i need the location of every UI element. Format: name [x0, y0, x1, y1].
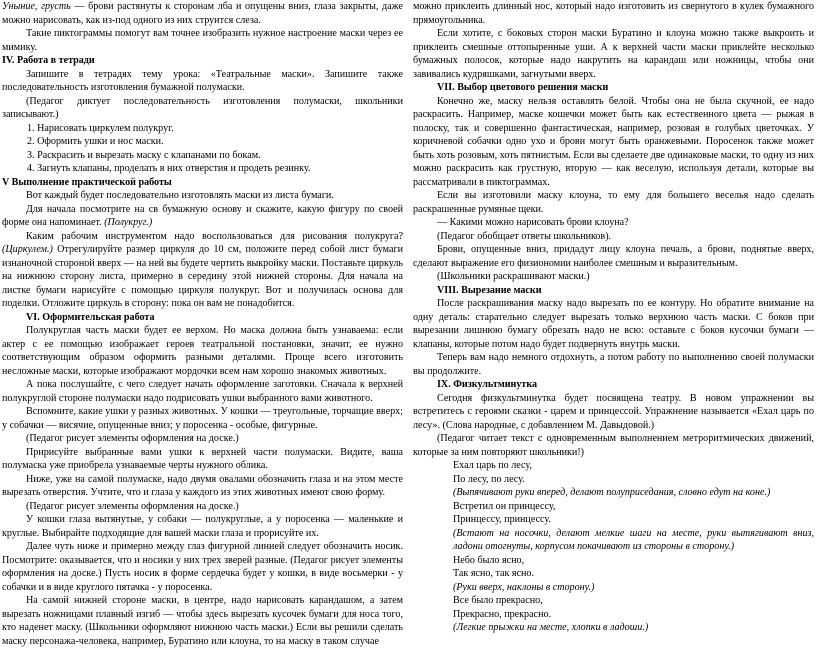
paragraph: (Педагог читает текст с одновременным выполнением метроритмических движений, которые за ним повторяют школьники!)	[413, 433, 814, 458]
left-column	[2, 0, 403, 648]
poem-line: Все было прекрасно,	[453, 595, 543, 606]
paragraph: Вспомните, какие ушки у разных животных. У кошки — треугольные, торчащие вверх; у собачки — висячие, опущенные вниз; у поросенка - особые, фигурные.	[2, 406, 403, 431]
paragraph: Если хотите, с боковых сторон маски Буратино и клоуна можно также выкроить и приклеить смешные оттопыренные уши. А к верхней части маски приклейте несколько бумажных полосок, которые надо накрутить на карандаш или ножницы, чтобы они завивались кудряшками, загнутыми вверх.	[413, 28, 814, 80]
list-item: 2. Оформить ушки и нос маски.	[27, 136, 164, 147]
paragraph: — Какими можно нарисовать брови клоуна?	[437, 217, 629, 228]
list-item: 4. Загнуть клапаны, проделать в них отверстия и продеть резинку.	[27, 163, 311, 174]
paragraph: Сегодня физкультминутка будет посвящена театру. В новом упражнении вы встретитесь с героями сказки - царем и принцессой. Упражнение называется «Ехал царь по лесу». (Слова народные, с добавлением М. Давыдовой.)	[413, 392, 814, 431]
section-heading: VII. Выбор цветового решения маски	[437, 82, 609, 93]
stage-direction: (Руки вверх, наклоны в сторону.)	[453, 581, 595, 593]
section-heading: IV. Работа в тетради	[2, 55, 95, 66]
paragraph: Если вы изготовили маску клоуна, то ему для большего веселья надо сделать раскрашенные румяные щеки.	[413, 190, 814, 215]
section-heading: V Выполнение практической работы	[2, 176, 172, 188]
paragraph: (Педагог рисует элементы оформления на доске.)	[26, 500, 239, 512]
section-heading: VIII. Вырезание маски	[437, 284, 542, 296]
paragraph: Такие пиктограммы помогут вам точнее изобразить нужное настроение маски через ее мимику.	[2, 28, 403, 53]
paragraph: можно приклеить длинный нос, который надо изготовить из свернутого в кулек бумажного прямоугольника.	[413, 1, 814, 26]
stage-direction: (Встают на носочки, делают мелкие шаги на месте, руки вытягивают вниз, ладони отогнуты, корпусом покачивают из стороны в сторону.)	[453, 527, 814, 552]
paragraph: Теперь вам надо немного отдохнуть, а потом работу по выполнению своей полумаски вы продолжите.	[413, 352, 814, 377]
paragraph: (Педагог обобщает ответы школьников).	[437, 230, 612, 242]
paragraph: Брови, опущенные вниз, придадут лицу клоуна печаль, а брови, поднятые вверх, сделают выражение его физиономии наиболее смешным и выразительным.	[413, 244, 814, 269]
paragraph: Каким рабочим инструментом надо воспользоваться для рисования полукруга? (Циркулем.) Отрегулируйте размер циркуля до 10 см, положите перед собой лист бумаги изнаночной стороной вверх — на ней вы будете чертить выкройку маски. Поставьте циркуль на нижнюю сторону листа, примерно в середину этой нижней стороны. Для начала на листке бумаги нарисуйте с помощью циркуля полукруг. Вот и получилась основа для поделки. Отложите циркуль в сторону: пока он вам не понадобится.	[2, 230, 403, 309]
paragraph: (Педагог рисует элементы оформления на доске.)	[26, 433, 239, 444]
poem-line: Небо было ясно,	[453, 554, 525, 566]
right-column	[413, 0, 814, 635]
stage-direction: (Легкие прыжки на месте, хлопки в ладоши.)	[453, 622, 649, 633]
paragraph: (Педагог диктует последовательность изготовления полумаски, школьники записывают.)	[2, 95, 403, 120]
list-item: 1. Нарисовать циркулем полукруг.	[27, 122, 174, 134]
poem-line: Так ясно, так ясно.	[453, 568, 534, 579]
paragraph: А пока послушайте, с чего следует начать оформление заготовки. Сначала к верхней полукруглой стороне полумаски надо подрисовать ушки выбранного вами животного.	[2, 379, 403, 404]
paragraph: На самой нижней стороне маски, в центре, надо нарисовать карандашом, а затем вырезать ножницами плавный изгиб — чтобы здесь вырезать кусочек бумаги для носа того, кто наденет маску. (Школьники оформляют нижнюю часть маски.) Если вы решили сделать маску персонажа-человека, например, Буратино или клоуна, то на маску в таком случае	[2, 595, 403, 647]
poem-line: По лесу, по лесу.	[453, 473, 525, 485]
paragraph: Ниже, уже на самой полумаске, надо двумя овалами обозначить глаза и на этом месте вырезать отверстия. Учтите, что и глаза у каждого из этих животных имеют свою форму.	[2, 473, 403, 498]
poem-line: Встретил он принцессу,	[453, 500, 556, 512]
paragraph: Пририсуйте выбранные вами ушки к верхней части полумаски. Видите, ваша полумаска уже приобрела узнаваемые черты нужного облика.	[2, 446, 403, 471]
paragraph: (Школьники раскрашивают маски.)	[437, 271, 590, 282]
section-heading: IX. Физкультминутка	[437, 379, 538, 390]
poem-line: Прекрасно, прекрасно.	[453, 608, 552, 620]
section-heading: VI. Оформительская работа	[26, 311, 155, 323]
paragraph: Для начала посмотрите на св бумажную основу и скажите, какую фигуру по своей форме она напоминает. (Полукруг.)	[2, 203, 403, 228]
paragraph: Запишите в тетрадях тему урока: «Театральные маски». Запишите также последовательность изготовления бумажной полумаски.	[2, 68, 403, 93]
poem-line: Ехал царь по лесу,	[453, 460, 532, 471]
paragraph: Полукруглая часть маски будет ее верхом. Но маска должна быть узнаваема: если актер с ее помощью изображает героев театральной постановки, значит, ее нужно соответствующим образом оформить разными деталями. Проще всего изготовить несложные маски, которые изображают мордочки всем нам хорошо знакомых животных.	[2, 325, 403, 377]
paragraph: После раскрашивания маску надо вырезать по ее контуру. Но обратите внимание на одну деталь: старательно следует вырезать только верхнюю часть маски. С боков при вырезании лишнюю бумагу обрезать надо не всю: оставьте с боков кусочки бумаги — клапаны, которые потом надо будет подвернуть внутрь маски.	[413, 298, 814, 350]
stage-direction: (Выпячивают руки вперед, делают полуприседания, словно едут на коне.)	[453, 487, 771, 498]
paragraph: У кошки глаза вытянутые, у собаки — полукруглые, а у поросенка — маленькие и круглые. Выбирайте подходящие для вашей маски глаза и прорисуйте их.	[2, 514, 403, 539]
paragraph: Конечно же, маску нельзя оставлять белой. Чтобы она не была скучной, ее надо раскрасить. Например, маске кошечки может быть как естественного цвета — рыжая в полоску, так и совершенно фантастическая, например, розовая в голубых цветочках. У коричневой собачки одно ухо и брови могут быть оранжевыми. Поросенок также может быть хоть розовым, хоть пятнистым. Если вы сделаете две одинаковые маски, то одну из них можно раскрасить как грустную, вторую — как веселую, используя детали, которые вы рассматривали в пиктограммах.	[413, 95, 814, 188]
list-item: 3. Раскрасить и вырезать маску с клапанами по бокам.	[27, 149, 261, 161]
paragraph: Вот каждый будет последовательно изготовлять маски из листа бумаги.	[26, 190, 334, 201]
poem-line: Принцессу, принцессу.	[453, 514, 551, 525]
paragraph: Уныние, грусть — брови растянуты к сторонам лба и опущены вниз, глаза закрыты, даже можно нарисовать, как из-под одного из них струится слеза.	[2, 1, 403, 26]
paragraph: Далее чуть ниже и примерно между глаз фигурной линией следует обозначить носик. Посмотрите: оказывается, что и носики у них трех зверей разные. (Педагог рисует элементы оформления на доске.) Пусть носик в форме сердечка будет у кошки, в виде восьмерки - у собачки и в виде круглого пятачка - у поросенка.	[2, 541, 403, 593]
